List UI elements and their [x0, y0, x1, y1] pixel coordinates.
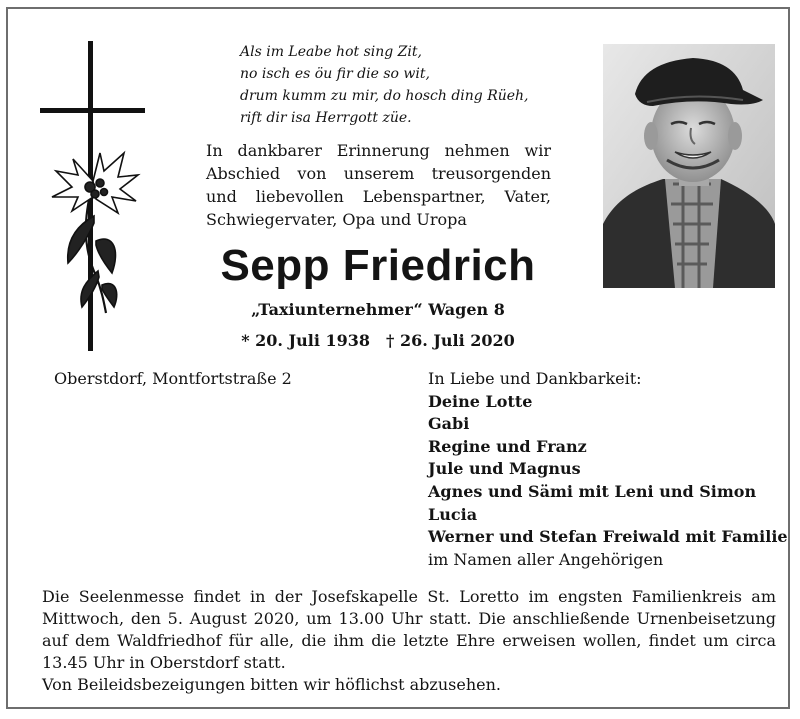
service-line: 13.45 Uhr in Oberstdorf statt.: [42, 653, 286, 672]
intro-text: [206, 139, 551, 231]
life-dates: [178, 329, 578, 353]
cross-with-edelweiss-icon: [38, 41, 153, 351]
verse-line: Als im Leabe hot sing Zit,: [240, 44, 422, 60]
service-line: Mittwoch, den 5. August 2020, um 13.00 Uhr statt. Die anschließende Urnenbeisetzung: [42, 609, 776, 628]
obituary-notice: [6, 7, 790, 709]
intro-line: und liebevollen Lebenspartner, Vater,: [206, 187, 551, 206]
intro-line: Abschied von unserem treusorgenden: [206, 164, 551, 183]
mourner-name: Deine Lotte: [428, 391, 533, 411]
mourner-name: Lucia: [428, 504, 478, 524]
mourners-list: [428, 368, 788, 571]
deceased-name: Sepp Friedrich: [220, 241, 536, 290]
mourner-name: Gabi: [428, 414, 470, 434]
verse-line: drum kumm zu mir, do hosch ding Rüeh,: [240, 88, 529, 104]
service-line: auf dem Waldfriedhof für alle, die ihm die letzte Ehre erweisen wollen, findet um circa: [42, 631, 776, 650]
deceased-subtitle: „Taxiunternehmer“ Wagen 8: [251, 300, 505, 319]
mourner-name: Werner und Stefan Freiwald mit Familie: [428, 527, 788, 547]
mourner-name: Agnes und Sämi mit Leni und Simon: [428, 481, 757, 501]
mourner-name: Jule und Magnus: [428, 459, 581, 479]
service-info: [42, 586, 776, 696]
service-line: Von Beileidsbezeigungen bitten wir höflichst abzusehen.: [42, 675, 501, 694]
mourner-name: Regine und Franz: [428, 436, 587, 456]
verse-line: rift dir isa Herrgott züe.: [240, 110, 412, 126]
intro-line: Schwiegervater, Opa und Uropa: [206, 210, 467, 229]
birth-date: * 20. Juli 1938: [241, 331, 370, 350]
death-date: † 26. Juli 2020: [386, 331, 515, 350]
mourners-closing: im Namen aller Angehörigen: [428, 549, 664, 569]
intro-line: In dankbarer Erinnerung nehmen wir: [206, 141, 551, 160]
service-line: Die Seelenmesse findet in der Josefskapelle St. Loretto im engsten Familienkreis am: [42, 587, 776, 606]
address: Oberstdorf, Montfortstraße 2: [54, 369, 292, 388]
portrait-photo: [603, 44, 775, 288]
verse-line: no isch es öu fir die so wit,: [240, 66, 430, 82]
mourners-intro: In Liebe und Dankbarkeit:: [428, 369, 642, 388]
verse: [240, 41, 580, 129]
